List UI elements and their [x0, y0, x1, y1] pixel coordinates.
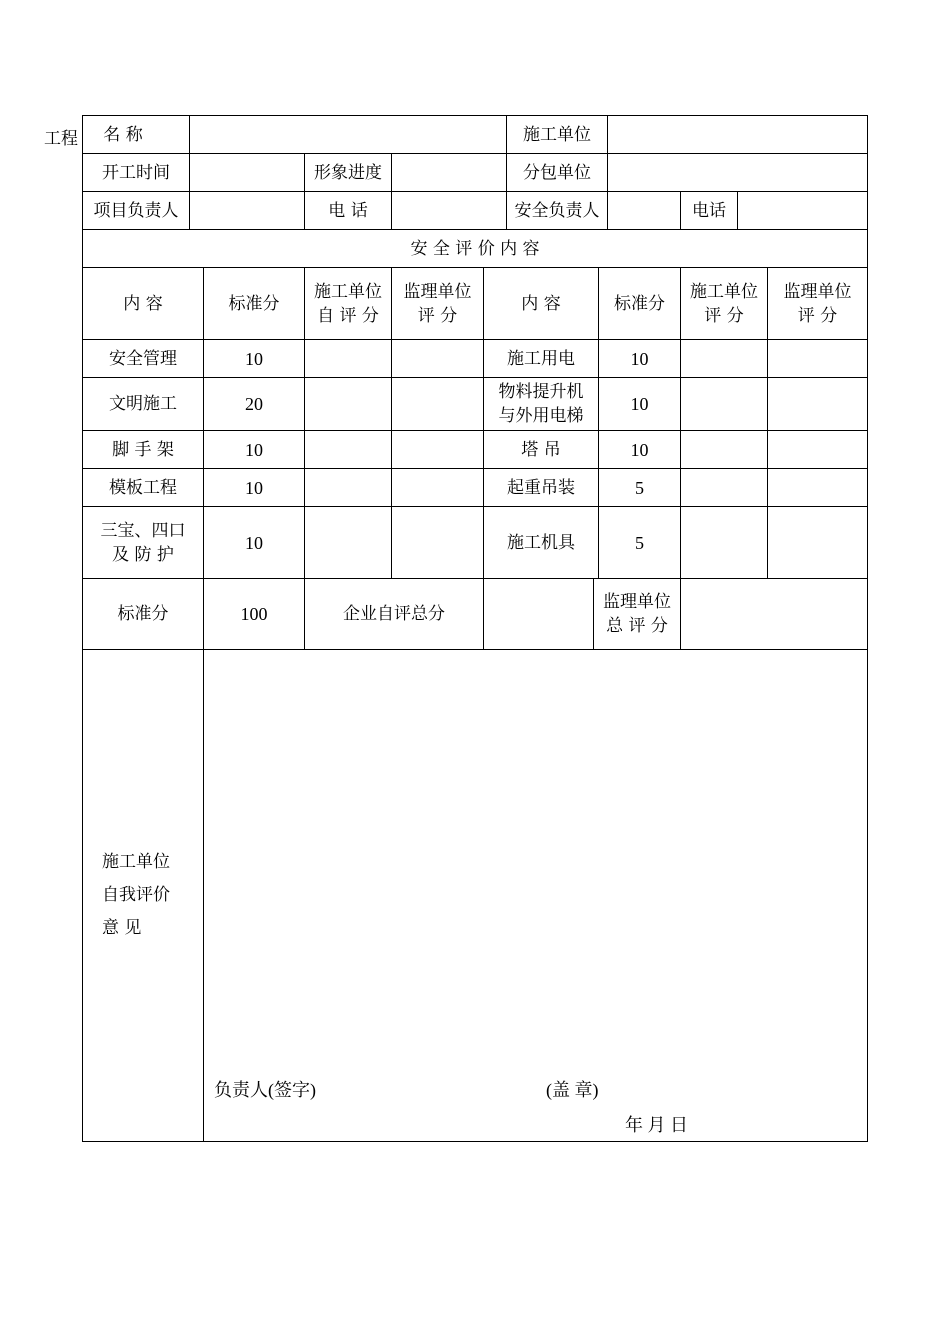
table-row-item: 模板工程 [109, 477, 177, 498]
table-row-score: 5 [635, 532, 644, 553]
start-time-label: 开工时间 [102, 162, 170, 183]
col-header-contractor-score-right: 施工单位 评 分 [690, 281, 758, 326]
enterprise-total-value[interactable] [484, 579, 593, 649]
col-header-standard-score: 标准分 [228, 293, 280, 314]
table-row-score: 10 [630, 439, 649, 460]
construction-unit-value[interactable] [608, 116, 867, 153]
table-row-item: 物料提升机 与外用电梯 [498, 382, 584, 426]
phone2-value[interactable] [738, 192, 867, 229]
phone2-label: 电话 [692, 200, 726, 221]
self-evaluation-comments-area[interactable] [204, 650, 867, 1070]
table-row-score: 10 [245, 439, 263, 460]
table-row-score: 10 [245, 477, 263, 498]
table-border-bottom [82, 1141, 868, 1142]
table-row-item: 安全管理 [109, 348, 177, 369]
construction-unit-label: 施工单位 [523, 124, 591, 145]
table-row-item: 三宝、四口 及 防 护 [100, 520, 186, 565]
self-evaluation-label-line3: 意 见 [102, 918, 142, 938]
self-evaluation-label-line2: 自我评价 [102, 885, 170, 905]
table-row-item: 脚 手 架 [112, 439, 174, 460]
col-header-content: 内 容 [123, 293, 163, 314]
project-name-value[interactable] [190, 116, 506, 153]
supervisor-total-value[interactable] [681, 579, 867, 649]
phone-label: 电 话 [328, 200, 368, 221]
self-evaluation-label-line1: 施工单位 [102, 852, 170, 872]
table-row-score: 10 [245, 348, 263, 369]
date-label: 年 月 日 [625, 1115, 688, 1135]
self-evaluation-label [102, 846, 170, 945]
progress-label: 形象进度 [314, 162, 382, 183]
project-leader-label: 项目负责人 [93, 200, 179, 221]
phone-value[interactable] [392, 192, 506, 229]
table-row-score: 10 [630, 348, 649, 369]
total-standard-value: 100 [240, 604, 268, 624]
table-row-item: 起重吊装 [507, 477, 575, 498]
signer-label: 负责人(签字) [214, 1080, 316, 1100]
col-header-supervisor-score-right: 监理单位 评 分 [783, 281, 852, 326]
enterprise-total-label: 企业自评总分 [343, 604, 445, 624]
table-row-score: 20 [245, 394, 263, 414]
col-header-content-right: 内 容 [521, 293, 561, 314]
progress-value[interactable] [392, 154, 506, 191]
table-row-score: 10 [630, 394, 649, 414]
col-header-contractor-self-score: 施工单位 自 评 分 [314, 281, 382, 326]
project-name-label: 名 称 [103, 124, 143, 145]
supervisor-total-label: 监理单位 总 评 分 [603, 592, 671, 636]
total-standard-label: 标准分 [117, 604, 169, 624]
table-row-score: 5 [635, 477, 644, 498]
project-prefix-label: 工程 [44, 129, 78, 149]
project-leader-value[interactable] [190, 192, 304, 229]
safety-leader-label: 安全负责人 [514, 200, 600, 221]
subcontract-unit-value[interactable] [608, 154, 867, 191]
col-header-standard-score-right: 标准分 [614, 293, 665, 314]
safety-leader-value[interactable] [608, 192, 680, 229]
seal-label: (盖 章) [546, 1080, 599, 1100]
table-row-item: 施工机具 [507, 532, 575, 553]
subcontract-unit-label: 分包单位 [523, 162, 591, 183]
table-row-item: 文明施工 [109, 394, 177, 414]
section-title: 安 全 评 价 内 容 [410, 238, 540, 259]
table-border-right [867, 115, 868, 1142]
table-row-item: 塔 吊 [521, 439, 561, 460]
table-row-score: 10 [245, 532, 263, 553]
table-row-item: 施工用电 [507, 348, 575, 369]
col-header-supervisor-score: 监理单位 评 分 [403, 281, 472, 326]
start-time-value[interactable] [190, 154, 304, 191]
